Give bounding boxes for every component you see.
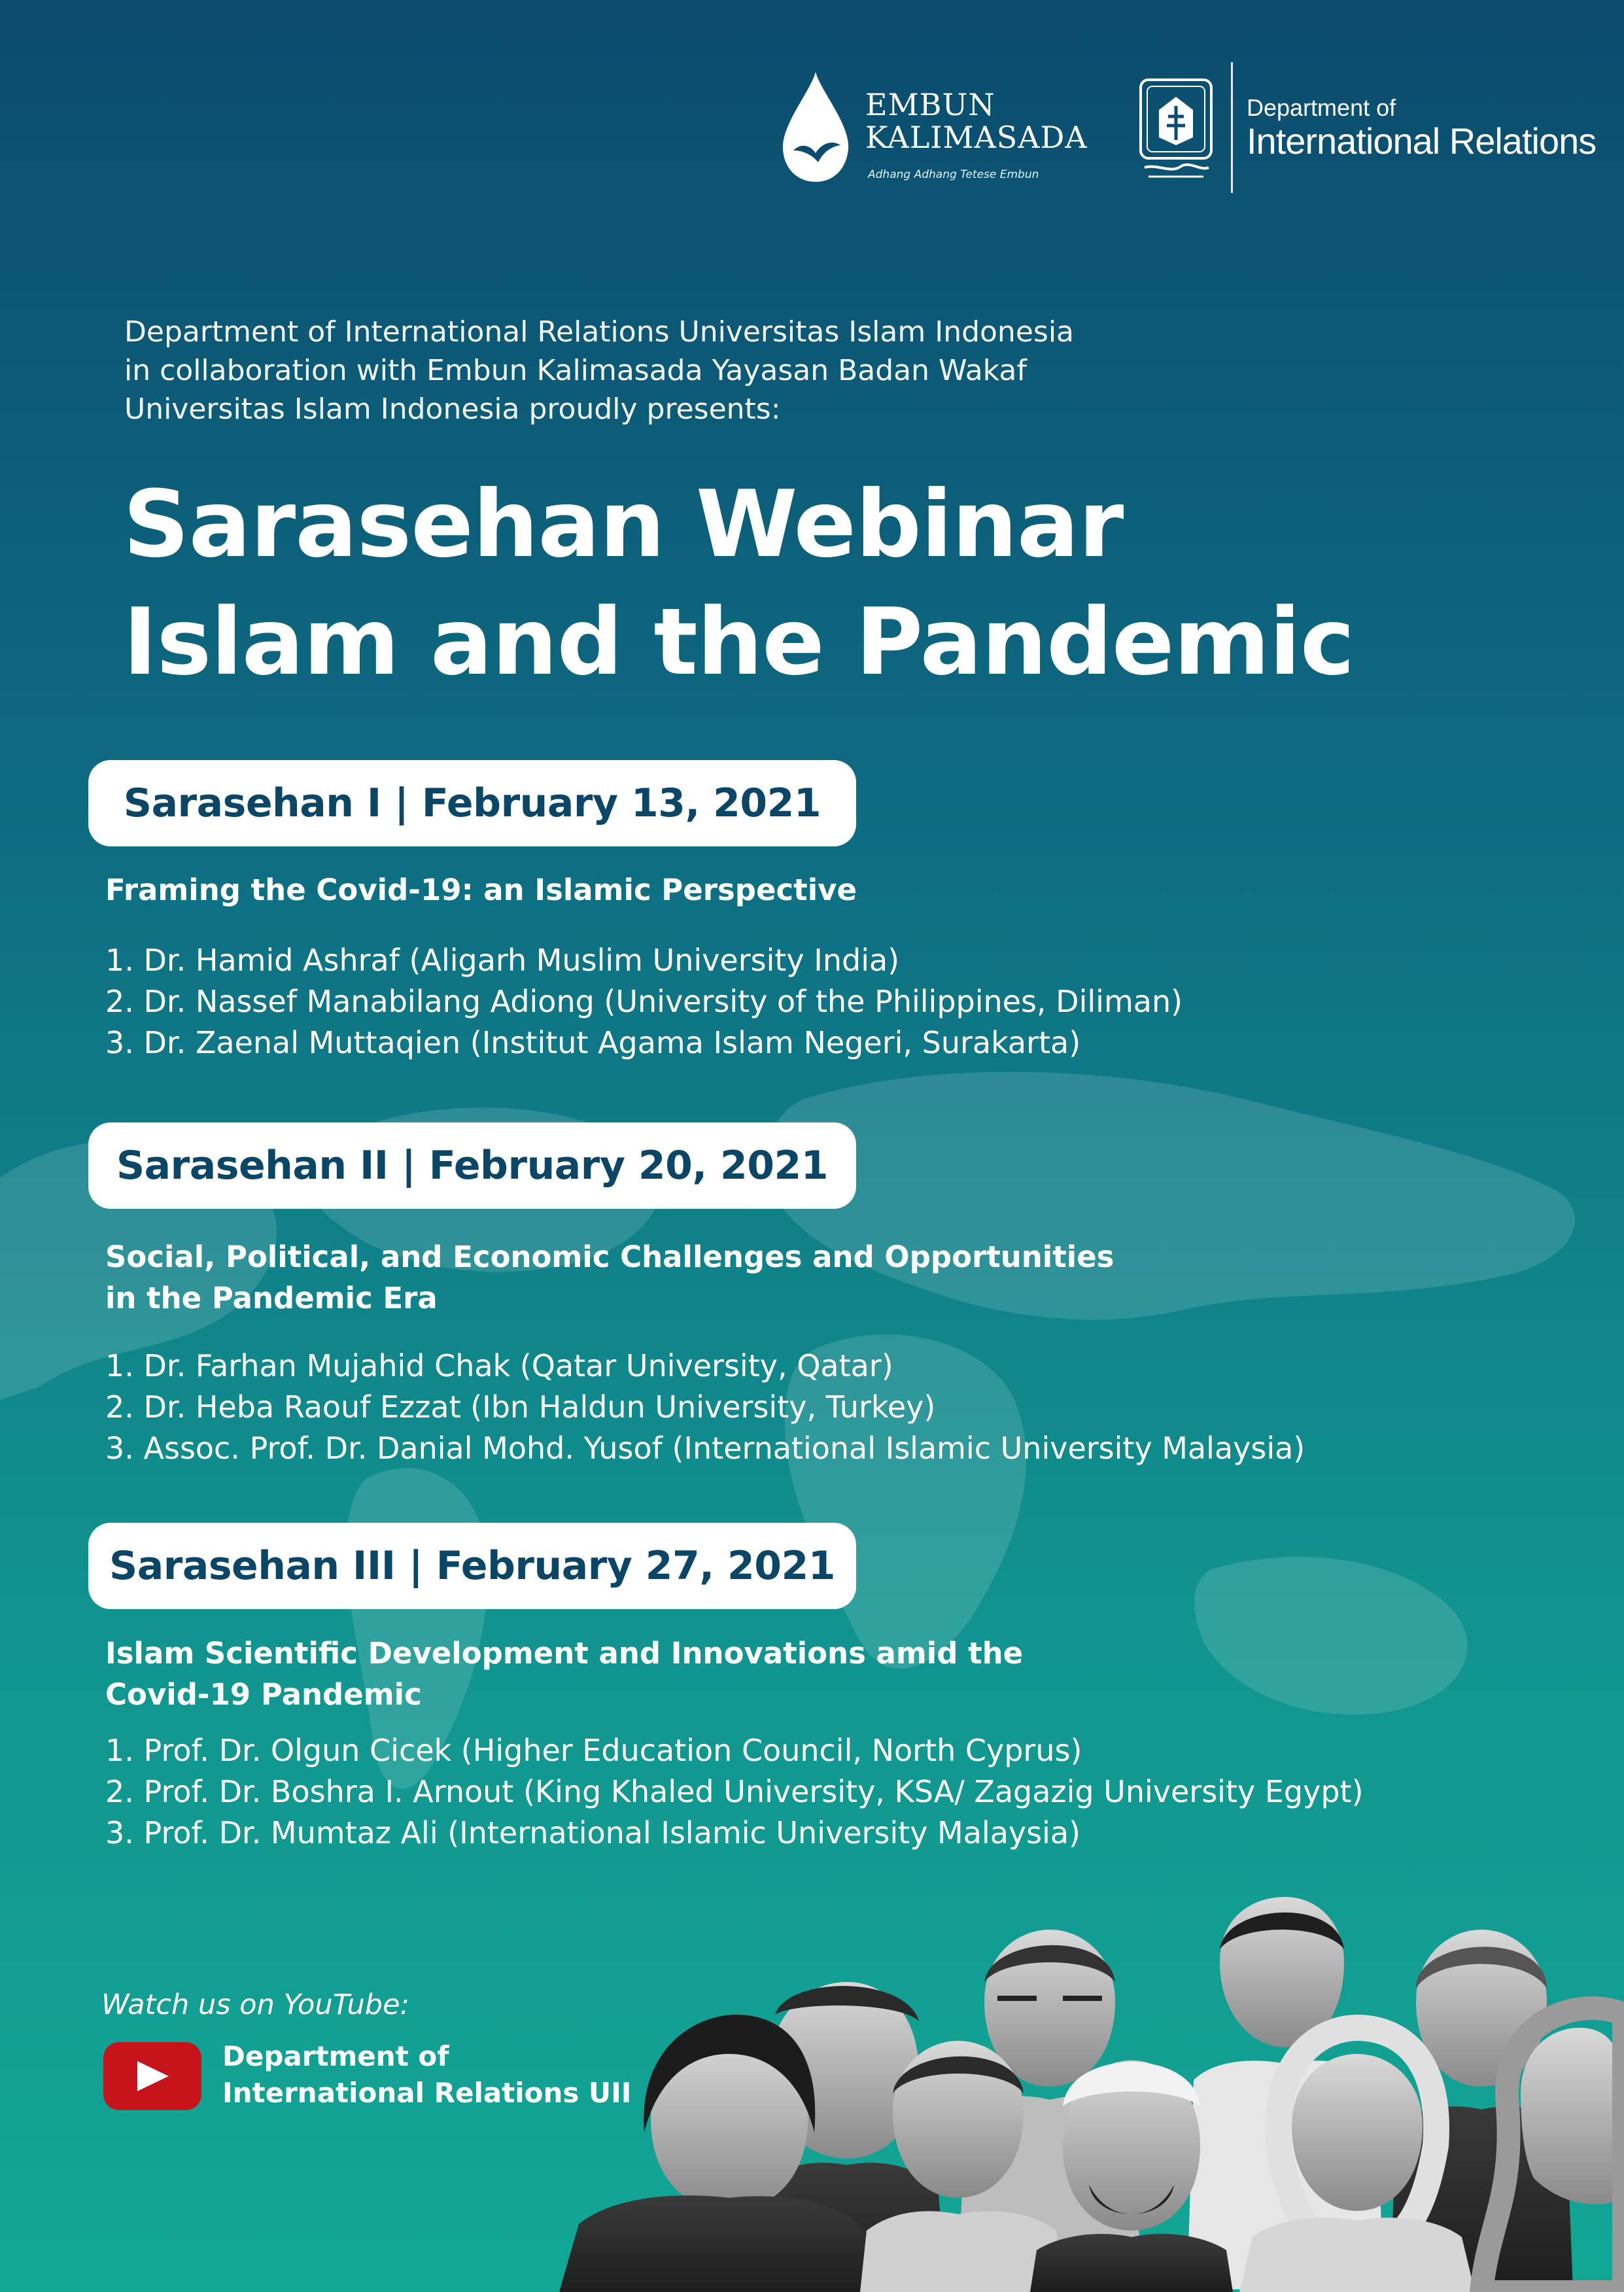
youtube-button[interactable] bbox=[103, 2042, 201, 2110]
session-title-line: in the Pandemic Era bbox=[105, 1281, 438, 1315]
speaker-photo-collage bbox=[553, 1884, 1624, 2292]
embun-name bbox=[865, 88, 1088, 154]
session-title-line: Social, Political, and Economic Challenges and Opportunities bbox=[105, 1240, 1114, 1274]
intro-paragraph bbox=[124, 313, 1367, 428]
session-2-title bbox=[105, 1236, 1413, 1319]
embun-name-line2: KALIMASADA bbox=[865, 120, 1088, 155]
session-title-line: Covid-19 Pandemic bbox=[105, 1677, 422, 1712]
department-logo-text bbox=[1247, 95, 1596, 162]
title-line1: Sarasehan Webinar bbox=[123, 471, 1124, 578]
speaker-item: 3. Dr. Zaenal Muttaqien (Institut Agama Islam Negeri, Surakarta) bbox=[105, 1025, 1081, 1060]
water-drop-icon bbox=[782, 72, 850, 183]
speaker-item: 3. Assoc. Prof. Dr. Danial Mohd. Yusof (International Islamic University Malaysia) bbox=[105, 1431, 1305, 1466]
intro-line: in collaboration with Embun Kalimasada Yayasan Badan Wakaf bbox=[124, 354, 1027, 387]
embun-kalimasada-logo bbox=[782, 69, 1109, 193]
session-1-speakers bbox=[105, 940, 1603, 1064]
embun-tagline: Adhang Adhang Tetese Embun bbox=[868, 168, 1039, 181]
title-line2: Islam and the Pandemic bbox=[123, 589, 1355, 696]
watch-youtube-label: Watch us on YouTube: bbox=[101, 1988, 410, 2021]
session-3-heading: Sarasehan III | February 27, 2021 bbox=[88, 1523, 856, 1609]
uii-seal-logo bbox=[1138, 77, 1214, 182]
event-title bbox=[123, 466, 1354, 701]
channel-line2: International Relations UII bbox=[222, 2077, 632, 2109]
speaker-item: 2. Prof. Dr. Boshra I. Arnout (King Khaled University, KSA/ Zagazig University Egypt) bbox=[105, 1774, 1364, 1809]
embun-name-line1: EMBUN bbox=[865, 87, 995, 122]
session-3-speakers bbox=[105, 1730, 1603, 1854]
speaker-item: 2. Dr. Heba Raouf Ezzat (Ibn Haldun University, Turkey) bbox=[105, 1389, 936, 1425]
session-1-heading: Sarasehan I | February 13, 2021 bbox=[88, 760, 856, 846]
youtube-play-icon bbox=[135, 2060, 171, 2092]
session-3-title bbox=[105, 1633, 1413, 1715]
session-title-line: Framing the Covid-19: an Islamic Perspective bbox=[105, 873, 857, 907]
session-1-title bbox=[105, 869, 1413, 911]
speaker-item: 1. Dr. Farhan Mujahid Chak (Qatar University, Qatar) bbox=[105, 1348, 893, 1383]
intro-line: Department of International Relations Universitas Islam Indonesia bbox=[124, 315, 1074, 349]
session-2-speakers bbox=[105, 1346, 1603, 1469]
dept-logo-line1: Department of bbox=[1247, 94, 1396, 121]
dept-logo-line2: International Relations bbox=[1247, 120, 1597, 162]
speaker-item: 2. Dr. Nassef Manabilang Adiong (University of the Philippines, Diliman) bbox=[105, 984, 1183, 1019]
speaker-item: 3. Prof. Dr. Mumtaz Ali (International Islamic University Malaysia) bbox=[105, 1815, 1081, 1850]
speaker-item: 1. Dr. Hamid Ashraf (Aligarh Muslim University India) bbox=[105, 943, 900, 978]
intro-line: Universitas Islam Indonesia proudly presents: bbox=[124, 392, 781, 426]
speaker-item: 1. Prof. Dr. Olgun Cicek (Higher Education Council, North Cyprus) bbox=[105, 1733, 1082, 1768]
logo-divider bbox=[1231, 62, 1233, 193]
session-2-heading: Sarasehan II | February 20, 2021 bbox=[88, 1122, 856, 1209]
session-title-line: Islam Scientific Development and Innovations amid the bbox=[105, 1636, 1024, 1671]
channel-line1: Department of bbox=[222, 2040, 449, 2072]
